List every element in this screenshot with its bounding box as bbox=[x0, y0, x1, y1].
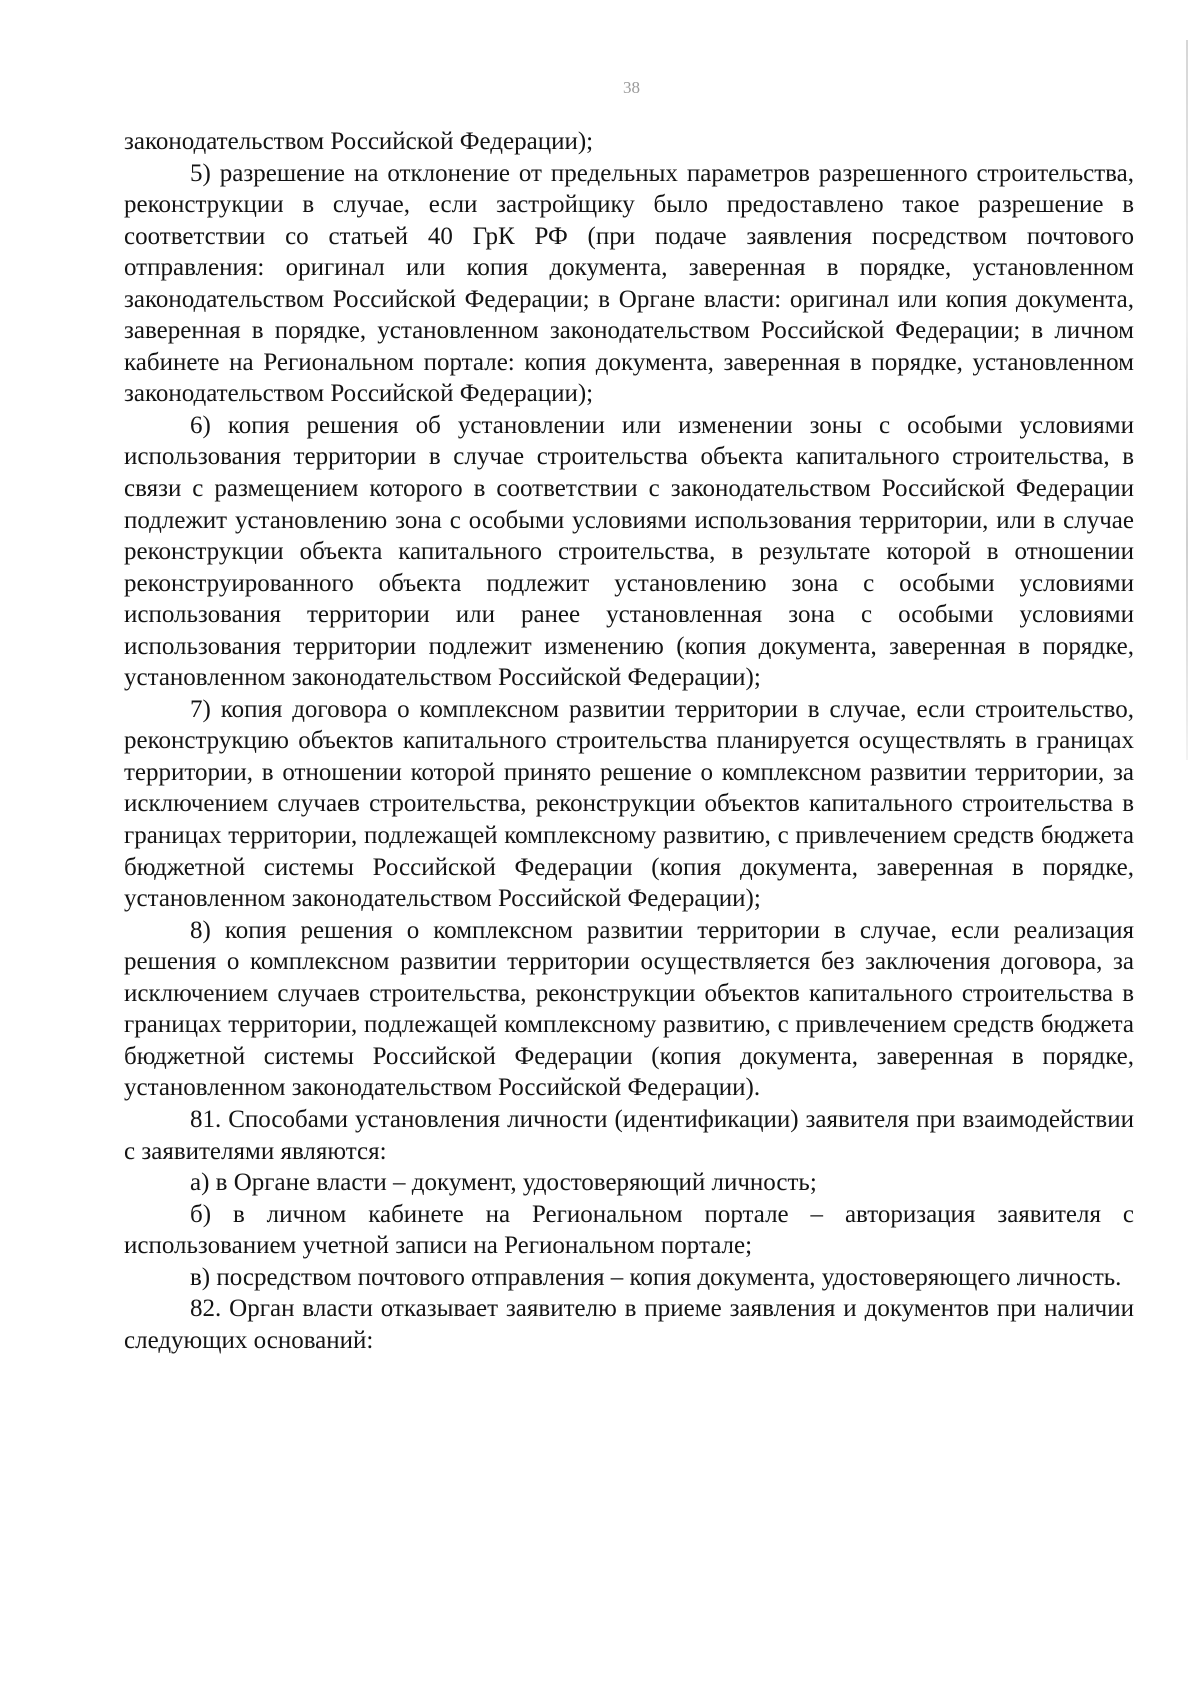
paragraph-subitem-b: б) в личном кабинете на Региональном портале – авторизация заявителя с использованием учетной записи на Региональном портале; bbox=[124, 1200, 1134, 1260]
paragraph-clause-81: 81. Способами установления личности (идентификации) заявителя при взаимодействии с заявителями являются: bbox=[124, 1105, 1134, 1165]
paragraph-subitem-v: в) посредством почтового отправления – копия документа, удостоверяющего личность. bbox=[190, 1263, 1122, 1291]
paragraph-item-5: 5) разрешение на отклонение от предельных параметров разрешенного строительства, реконструкции в случае, если застройщику было предоставлено такое разрешение в соответствии со статьей 40 ГрК РФ (при подаче заявления посредством почтового отправления: оригинал или копия документа, заверенная в порядке, установленном законодательством Российской Федерации; в Органе власти: оригинал или копия документа, заверенная в порядке, установленном законодательством Российской Федерации; в личном кабинете на Региональном портале: копия документа, заверенная в порядке, установленном законодательством Российской Федерации); bbox=[124, 159, 1134, 408]
paragraph-subitem-a: а) в Органе власти – документ, удостоверяющий личность; bbox=[190, 1169, 817, 1197]
paragraph-item-6: 6) копия решения об установлении или изменении зоны с особыми условиями использования территории в случае строительства объекта капитального строительства, в связи с размещением которого в соответствии с законодательством Российской Федерации подлежит установлению зона с особыми условиями использования территории, или в случае реконструкции объекта капитального строительства, в результате которой в отношении реконструированного объекта подлежит установлению зона с особыми условиями использования территории или ранее установленная зона с особыми условиями использования территории подлежит изменению (копия документа, заверенная в порядке, установленном законодательством Российской Федерации); bbox=[124, 411, 1134, 692]
scan-edge-shadow bbox=[1186, 40, 1188, 760]
page-number: 38 bbox=[623, 78, 640, 97]
document-body bbox=[124, 126, 1134, 1356]
paragraph-continuation: законодательством Российской Федерации); bbox=[124, 128, 594, 155]
paragraph-clause-82: 82. Орган власти отказывает заявителю в приеме заявления и документов при наличии следующих оснований: bbox=[124, 1295, 1134, 1354]
paragraph-item-7: 7) копия договора о комплексном развитии территории в случае, если строительство, реконструкцию объектов капитального строительства планируется осуществлять в границах территории, в отношении которой принято решение о комплексном развитии территории, за исключением случаев строительства, реконструкции объектов капитального строительства в границах территории, подлежащей комплексному развитию, с привлечением средств бюджета бюджетной системы Российской Федерации (копия документа, заверенная в порядке, установленном законодательством Российской Федерации); bbox=[124, 695, 1134, 913]
paragraph-item-8: 8) копия решения о комплексном развитии территории в случае, если реализация решения о комплексном развитии территории осуществляется без заключения договора, за исключением случаев строительства, реконструкции объектов капитального строительства в границах территории, подлежащей комплексному развитию, с привлечением средств бюджета бюджетной системы Российской Федерации (копия документа, заверенная в порядке, установленном законодательством Российской Федерации). bbox=[124, 916, 1134, 1102]
